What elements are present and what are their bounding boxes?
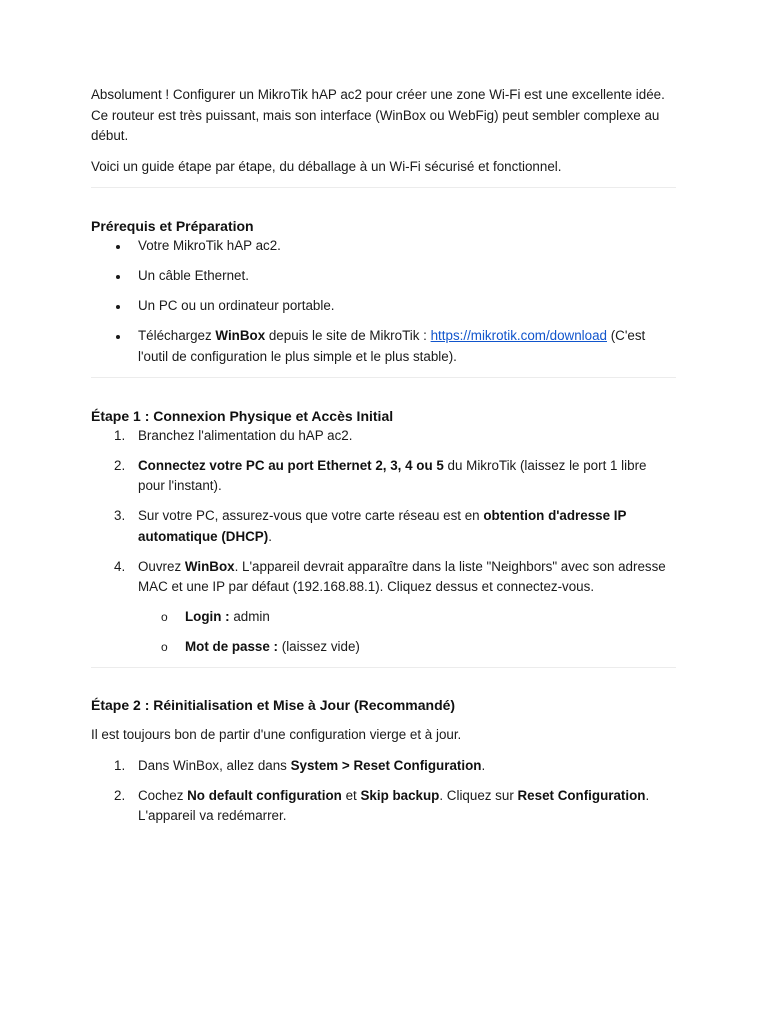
step2-intro: Il est toujours bon de partir d'une configuration vierge et à jour.	[91, 727, 462, 742]
step1-heading: Étape 1 : Connexion Physique et Accès Initial	[91, 407, 394, 424]
intro-paragraph: Absolument ! Configurer un MikroTik hAP ac2 pour créer une zone Wi-Fi est une excellente idée. Ce routeur est très puissant, mais son interface (WinBox ou WebFig) peut sembler complexe au début.	[91, 87, 665, 143]
prereq-heading: Prérequis et Préparation	[91, 218, 254, 234]
list-item: 3. Sur votre PC, assurez-vous que votre carte réseau est en obtention d'adresse IP automatique (DHCP).	[114, 508, 627, 544]
section-divider	[91, 187, 676, 188]
list-item: 2. Cochez No default configuration et Skip backup. Cliquez sur Reset Configuration. L'appareil va redémarrer.	[114, 787, 650, 823]
intro-guide-paragraph: Voici un guide étape par étape, du déballage à un Wi-Fi sécurisé et fonctionnel.	[91, 158, 562, 174]
list-item: 4. Ouvrez WinBox. L'appareil devrait apparaître dans la liste "Neighbors" avec son adresse MAC et une IP par défaut (192.168.88.1). Cliquez dessus et connectez-vous. o Login : admin o Mot de passe : (laissez vide)	[91, 557, 676, 658]
section-divider	[91, 377, 676, 378]
list-item: Un câble Ethernet.	[91, 266, 676, 287]
section-divider	[91, 667, 676, 668]
step2-list	[91, 756, 676, 827]
list-item: Votre MikroTik hAP ac2.	[91, 236, 676, 257]
list-item: 2. Connectez votre PC au port Ethernet 2, 3, 4 ou 5 du MikroTik (laissez le port 1 libre pour l'instant).	[114, 457, 647, 493]
prereq-list	[91, 236, 676, 367]
list-item-winbox: Téléchargez WinBox depuis le site de MikroTik : https://mikrotik.com/download (C'est l'outil de configuration le plus simple et le plus stable).	[91, 326, 676, 367]
step2-heading: Étape 2 : Réinitialisation et Mise à Jour (Recommandé)	[91, 697, 456, 713]
list-item: 1. Branchez l'alimentation du hAP ac2.	[114, 427, 353, 443]
login-sublist	[138, 607, 676, 658]
list-item: Un PC ou un ordinateur portable.	[91, 296, 676, 317]
step1-list	[91, 426, 676, 658]
document-content	[91, 85, 676, 836]
mikrotik-download-link[interactable]: https://mikrotik.com/download	[430, 328, 607, 343]
sub-item-login: o Login : admin	[161, 609, 270, 624]
sub-item-password: o Mot de passe : (laissez vide)	[161, 639, 360, 654]
list-item: 1. Dans WinBox, allez dans System > Reset Configuration.	[114, 757, 486, 773]
